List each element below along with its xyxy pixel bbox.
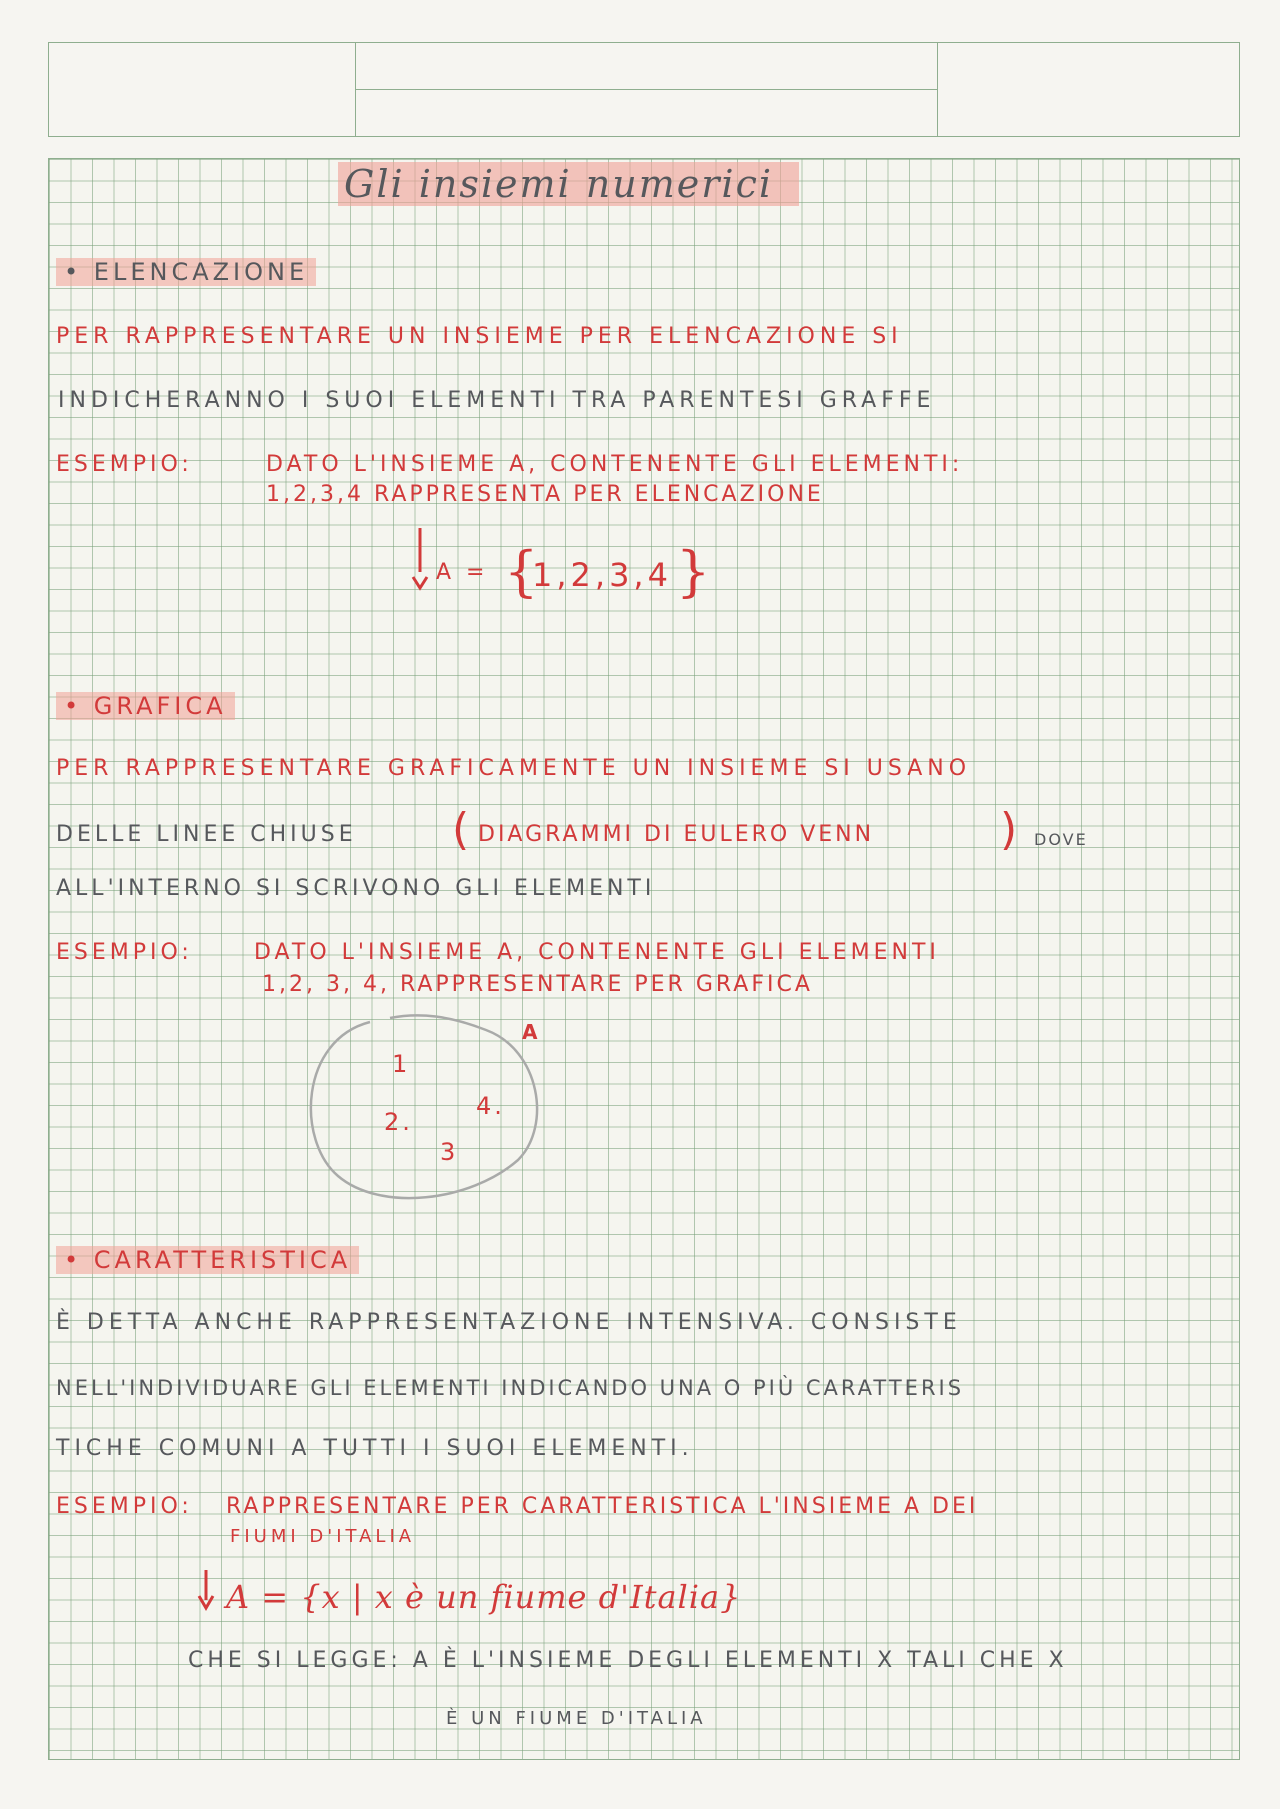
venn-arrow-head — [413, 577, 427, 588]
section-heading-elencazione: • ELENCAZIONE — [56, 258, 316, 286]
venn-element: 3 — [440, 1138, 459, 1166]
elencazione-formula-lhs: A = — [436, 560, 489, 585]
elencazione-example-line-2: 1,2,3,4 RAPPRESENTA PER ELENCAZIONE — [266, 482, 824, 507]
caratteristica-example-line-1: RAPPRESENTARE PER CARATTERISTICA L'INSIEME A DEI — [226, 1494, 979, 1519]
caratteristica-line-1: È DETTA ANCHE RAPPRESENTAZIONE INTENSIVA. CONSISTE — [56, 1310, 962, 1335]
grafica-line-3: ALL'INTERNO SI SCRIVONO GLI ELEMENTI — [56, 876, 656, 901]
grafica-line-2c: DOVE — [1034, 830, 1088, 849]
caratteristica-line-2: NELL'INDIVIDUARE GLI ELEMENTI INDICANDO UNA O PIÙ CARATTERIS — [56, 1376, 965, 1400]
grafica-line-2a: DELLE LINEE CHIUSE — [56, 822, 357, 847]
grafica-example-label: ESEMPIO: — [56, 940, 193, 965]
elencazione-example-label: ESEMPIO: — [56, 452, 193, 477]
caratteristica-example-label: ESEMPIO: — [56, 1494, 193, 1519]
elencazione-formula-elements: 1,2,3,4 — [532, 556, 672, 594]
venn-element: 4. — [476, 1092, 505, 1120]
caratteristica-formula: A = {x | x è un fiume d'Italia} — [226, 1578, 742, 1616]
grafica-example-line-2: 1,2, 3, 4, RAPPRESENTARE PER GRAFICA — [262, 972, 813, 997]
caratteristica-line-3: TICHE COMUNI A TUTTI I SUOI ELEMENTI. — [56, 1436, 694, 1461]
grafica-example-line-1: DATO L'INSIEME A, CONTENENTE GLI ELEMENTI — [254, 940, 940, 965]
grafica-line-2b: DIAGRAMMI DI EULERO VENN — [478, 822, 875, 847]
venn-element: 2. — [384, 1108, 413, 1136]
section-heading-grafica: • GRAFICA — [56, 692, 235, 720]
grafica-paren-open: ( — [452, 804, 473, 855]
section-heading-caratteristica: • CARATTERISTICA — [56, 1246, 359, 1274]
grafica-line-1: PER RAPPRESENTARE GRAFICAMENTE UN INSIEME SI USANO — [56, 756, 972, 781]
page-title: Gli insiemi numerici — [338, 162, 799, 206]
caratteristica-reading-line-1: CHE SI LEGGE: A È L'INSIEME DEGLI ELEMENTI X TALI CHE X — [188, 1648, 1068, 1673]
caratteristica-reading-line-2: È UN FIUME D'ITALIA — [446, 1708, 707, 1729]
elencazione-formula-close-brace: } — [676, 540, 714, 603]
elencazione-line-1: PER RAPPRESENTARE UN INSIEME PER ELENCAZIONE SI — [56, 324, 903, 349]
elencazione-formula-open-brace: { — [504, 540, 542, 603]
venn-element: 1 — [392, 1050, 411, 1078]
venn-set-label: A — [522, 1020, 541, 1044]
grafica-paren-close: ) — [1000, 804, 1021, 855]
elencazione-line-2: INDICHERANNO I SUOI ELEMENTI TRA PARENTESI GRAFFE — [58, 388, 936, 413]
elencazione-example-line-1: DATO L'INSIEME A, CONTENENTE GLI ELEMENTI: — [266, 452, 964, 477]
caratteristica-example-line-2: FIUMI D'ITALIA — [230, 1526, 416, 1547]
